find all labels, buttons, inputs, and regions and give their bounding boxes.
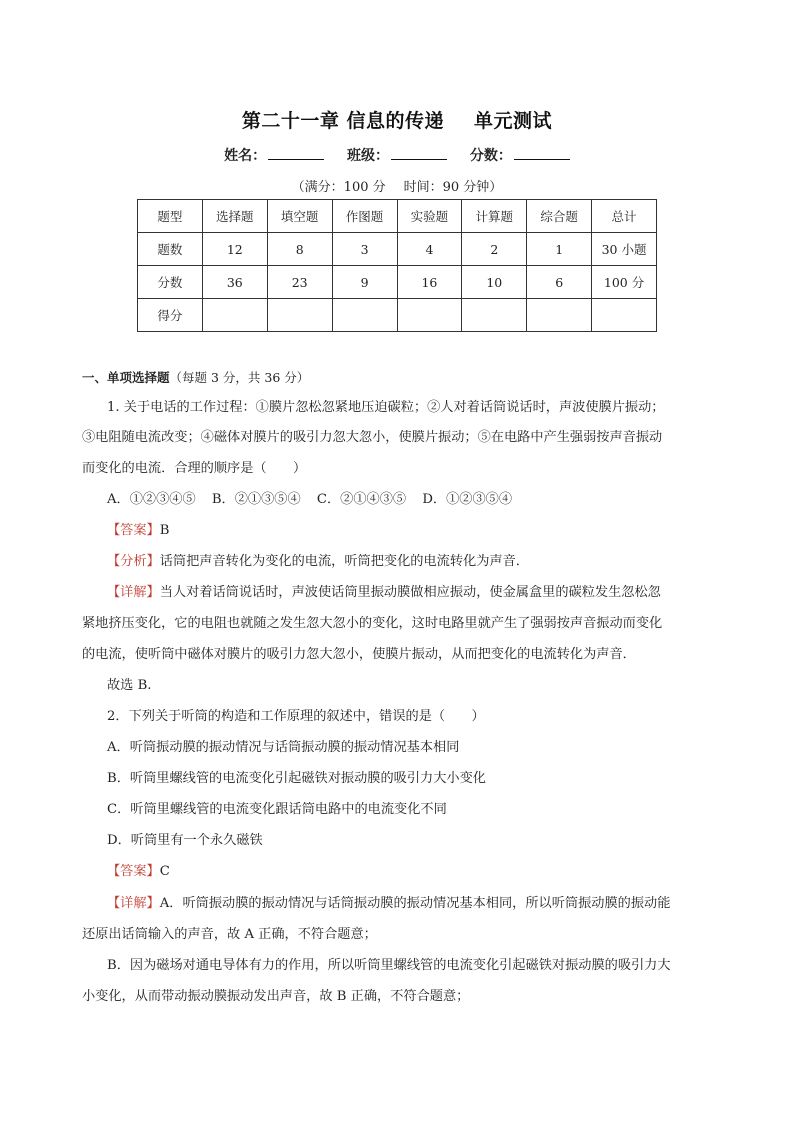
title-chapter: 第二十一章 信息的传递 bbox=[241, 110, 445, 132]
table-cell: 得分 bbox=[138, 299, 203, 332]
score-entry-cell[interactable] bbox=[267, 299, 332, 332]
question-2-detail-cont: 还原出话筒输入的声音，故 A 正确，不符合题意； bbox=[82, 927, 377, 942]
table-cell: 23 bbox=[267, 266, 332, 299]
question-2-option-c[interactable]: C．听筒里螺线管的电流变化跟话筒电路中的电流变化不同 bbox=[107, 802, 447, 817]
table-cell: 计算题 bbox=[462, 200, 527, 233]
question-1-detail-end: 的电流，使听筒中磁体对膜片的吸引力忽大忽小，使膜片振动，从而把变化的电流转化为声音． bbox=[82, 647, 636, 662]
question-1-conclusion: 故选 B. bbox=[107, 678, 152, 693]
class-field[interactable]: 班级： bbox=[347, 145, 447, 165]
section-heading: 一、单项选择题（每题 3 分，共 36 分） bbox=[82, 370, 310, 385]
score-entry-cell[interactable] bbox=[527, 299, 592, 332]
score-entry-cell[interactable] bbox=[592, 299, 657, 332]
option-c[interactable]: C．②①④③⑤ bbox=[316, 492, 407, 507]
table-cell: 30 小题 bbox=[592, 233, 657, 266]
table-cell: 2 bbox=[462, 233, 527, 266]
question-2-option-d[interactable]: D．听筒里有一个永久磁铁 bbox=[107, 833, 263, 848]
table-row bbox=[138, 266, 657, 299]
table-cell: 作图题 bbox=[332, 200, 397, 233]
question-1-stem-end: 而变化的电流．合理的顺序是（ ） bbox=[82, 461, 307, 476]
table-cell: 3 bbox=[332, 233, 397, 266]
option-a[interactable]: A．①②③④⑤ bbox=[107, 492, 196, 507]
question-2-option-a[interactable]: A．听筒振动膜的振动情况与话筒振动膜的振动情况基本相同 bbox=[107, 740, 460, 755]
score-entry-cell[interactable] bbox=[462, 299, 527, 332]
question-1-options bbox=[107, 490, 747, 510]
table-cell: 题数 bbox=[138, 233, 203, 266]
exam-limits: （满分：100 分 时间：90 分钟） bbox=[291, 180, 503, 195]
table-cell: 16 bbox=[397, 266, 462, 299]
document-title bbox=[0, 106, 794, 133]
table-cell: 1 bbox=[527, 233, 592, 266]
table-cell: 综合题 bbox=[527, 200, 592, 233]
table-cell: 36 bbox=[202, 266, 267, 299]
table-row bbox=[138, 200, 657, 233]
score-table bbox=[137, 199, 657, 332]
title-test: 单元测试 bbox=[474, 110, 553, 132]
question-2-option-b[interactable]: B．听筒里螺线管的电流变化引起磁铁对振动膜的吸引力大小变化 bbox=[107, 771, 486, 786]
name-field[interactable]: 姓名： bbox=[224, 145, 324, 165]
score-entry-cell[interactable] bbox=[397, 299, 462, 332]
table-cell: 8 bbox=[267, 233, 332, 266]
score-field[interactable]: 分数： bbox=[470, 145, 570, 165]
table-cell: 6 bbox=[527, 266, 592, 299]
score-entry-cell[interactable] bbox=[202, 299, 267, 332]
table-row bbox=[138, 299, 657, 332]
table-cell: 9 bbox=[332, 266, 397, 299]
question-2-detail-b-cont: 小变化，从而带动振动膜振动发出声音，故 B 正确，不符合题意； bbox=[82, 989, 470, 1004]
question-1-answer: 【答案】B bbox=[107, 523, 170, 538]
question-2-detail: 【详解】A．听筒振动膜的振动情况与话筒振动膜的振动情况基本相同，所以听筒振动膜的振动能 bbox=[107, 896, 671, 911]
table-cell: 填空题 bbox=[267, 200, 332, 233]
table-cell: 10 bbox=[462, 266, 527, 299]
question-2-stem: 2．下列关于听筒的构造和工作原理的叙述中，错误的是（ ） bbox=[107, 709, 485, 724]
score-entry-cell[interactable] bbox=[332, 299, 397, 332]
question-1-detail-cont: 紧地挤压变化，它的电阻也就随之发生忽大忽小的变化，这时电路里就产生了强弱按声音振动而变化 bbox=[82, 616, 663, 631]
question-2-answer: 【答案】C bbox=[107, 864, 170, 879]
table-row bbox=[138, 233, 657, 266]
table-cell: 题型 bbox=[138, 200, 203, 233]
question-1-analysis: 【分析】话筒把声音转化为变化的电流，听筒把变化的电流转化为声音． bbox=[107, 554, 529, 569]
student-info-line bbox=[0, 145, 794, 165]
question-2-detail-b: B．因为磁场对通电导体有力的作用，所以听筒里螺线管的电流变化引起磁铁对振动膜的吸引力大 bbox=[107, 958, 671, 973]
table-cell: 分数 bbox=[138, 266, 203, 299]
table-cell: 总计 bbox=[592, 200, 657, 233]
table-cell: 实验题 bbox=[397, 200, 462, 233]
question-1-stem-cont: ③电阻随电流改变；④磁体对膜片的吸引力忽大忽小，使膜片振动；⑤在电路中产生强弱按声音振动 bbox=[82, 430, 663, 445]
table-cell: 选择题 bbox=[202, 200, 267, 233]
option-d[interactable]: D．①②③⑤④ bbox=[422, 492, 513, 507]
question-1-detail: 【详解】当人对着话筒说话时，声波使话筒里振动膜做相应振动，使金属盒里的碳粒发生忽松忽 bbox=[107, 585, 661, 600]
table-cell: 12 bbox=[202, 233, 267, 266]
question-1-stem: 1. 关于电话的工作过程：①膜片忽松忽紧地压迫碳粒；②人对着话筒说话时，声波使膜片振动； bbox=[107, 400, 665, 415]
option-b[interactable]: B．②①③⑤④ bbox=[211, 492, 301, 507]
table-cell: 4 bbox=[397, 233, 462, 266]
table-cell: 100 分 bbox=[592, 266, 657, 299]
